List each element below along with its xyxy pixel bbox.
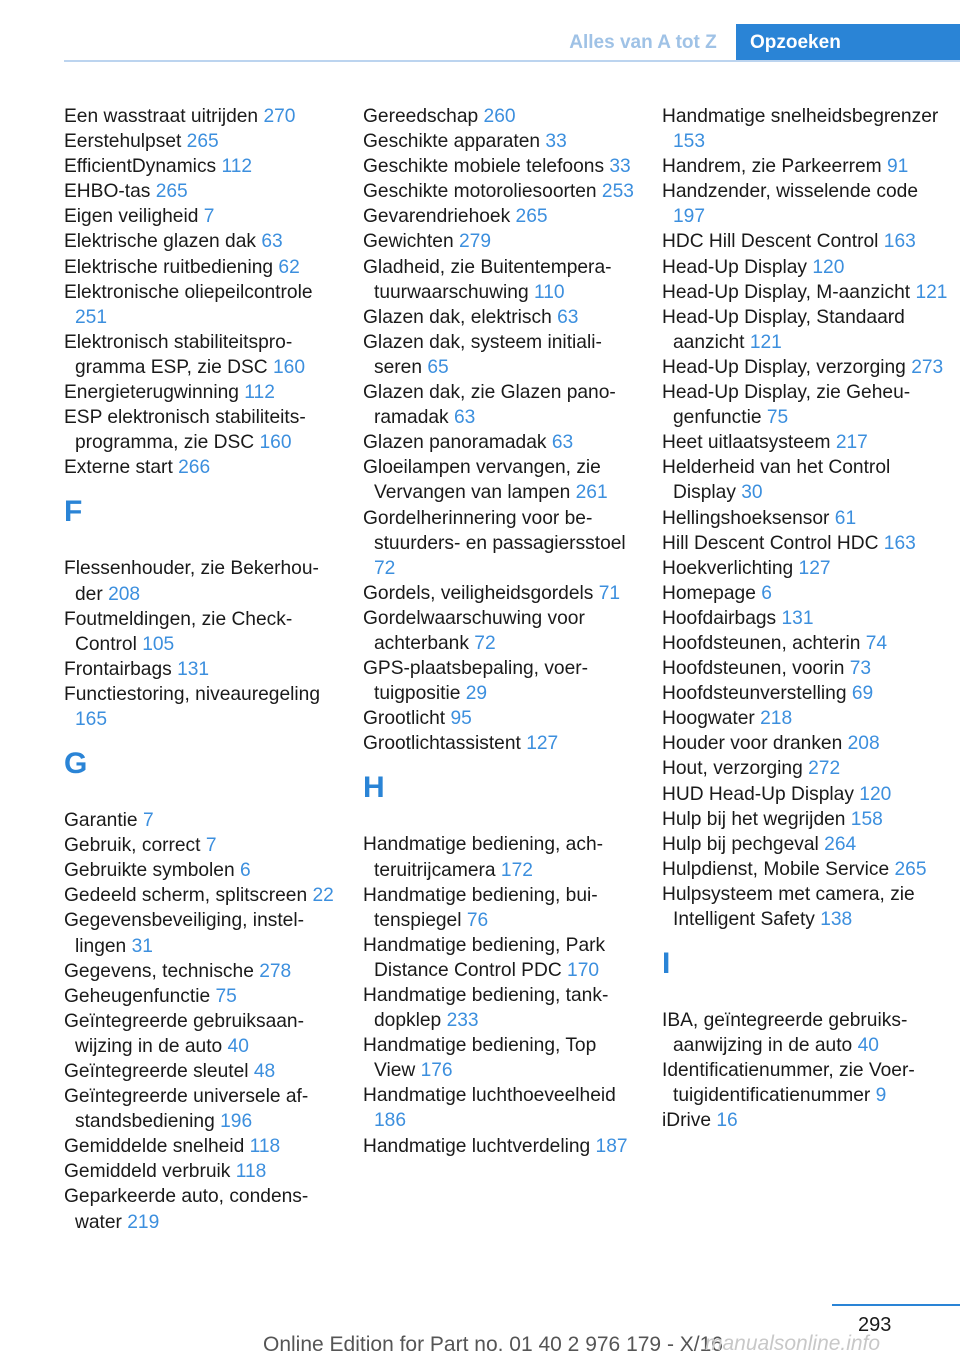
index-entry <box>64 959 336 984</box>
index-entry-text: Hellingshoeksensor <box>662 507 830 529</box>
index-entry <box>64 1184 336 1234</box>
page-link[interactable]: 121 <box>749 331 782 353</box>
index-entry <box>662 229 952 254</box>
index-entry-text: Geïntegreerde universele afstandsbediening <box>64 1086 309 1133</box>
index-entry <box>662 506 952 531</box>
index-entry-text: Elektronisch stabiliteitsprogramma ESP, zie DSC <box>64 331 293 378</box>
index-entry <box>363 1033 635 1083</box>
index-entry <box>363 455 635 505</box>
page-link[interactable]: 219 <box>127 1211 160 1233</box>
index-entry-text: Gladheid, zie Buitentemperatuurwaarschuwing <box>363 256 612 303</box>
index-entry <box>662 531 952 556</box>
page-link[interactable]: 153 <box>673 131 706 153</box>
index-entry <box>363 832 635 882</box>
index-entry <box>662 782 952 807</box>
index-entry <box>64 908 336 958</box>
page-link[interactable]: 197 <box>673 206 706 228</box>
index-entry <box>363 933 635 983</box>
page-link[interactable]: 158 <box>850 808 883 830</box>
index-entry <box>662 731 952 756</box>
index-entry-text: Gewichten <box>363 231 454 253</box>
index-entry-text: Hulp bij pechgeval <box>662 833 819 855</box>
index-entry-text: Glazen panoramadak <box>363 432 547 454</box>
index-entry <box>662 832 952 857</box>
index-entry-text: Hoogwater <box>662 708 755 730</box>
page-link[interactable]: 95 <box>450 708 472 730</box>
index-entry-text: Gordelwaarschuwing voor achterbank <box>363 607 585 654</box>
index-entry-text: Een wasstraat uitrijden <box>64 106 259 127</box>
index-entry-text: Hout, verzorging <box>662 758 803 780</box>
index-entry-text: Functiestoring, niveauregeling <box>64 683 320 705</box>
index-entry <box>662 606 952 631</box>
page-link[interactable]: 233 <box>446 1010 479 1032</box>
page-link[interactable]: 251 <box>75 306 108 328</box>
index-entry <box>363 330 635 380</box>
index-entry <box>64 657 336 682</box>
page-link[interactable]: 72 <box>474 632 496 654</box>
index-entry <box>64 883 336 908</box>
index-entry <box>662 1058 952 1108</box>
index-entry-text: Gordels, veiligheidsgordels <box>363 582 594 604</box>
index-entry-text: Identificatienummer, zie Voertuigidentificatienummer <box>662 1060 915 1107</box>
index-entry-text: Gordelherinnering voor bestuurders- en passagiersstoel <box>363 507 626 554</box>
index-entry <box>662 631 952 656</box>
page-link[interactable]: 62 <box>278 256 300 278</box>
index-entry-text: Eigen veiligheid <box>64 206 199 228</box>
index-entry <box>64 1159 336 1184</box>
index-entry <box>662 280 952 305</box>
index-entry-text: Handrem, zie Parkeerrem <box>662 156 882 178</box>
index-entry-text: Hill Descent Control HDC <box>662 532 879 554</box>
index-entry-text: EHBO-tas <box>64 181 151 203</box>
index-entry <box>64 229 336 254</box>
page-link[interactable]: 172 <box>500 859 533 881</box>
index-entry <box>662 355 952 380</box>
page-link[interactable]: 265 <box>186 131 219 153</box>
index-entry <box>662 255 952 280</box>
index-entry-text: Houder voor dranken <box>662 733 843 755</box>
page-link[interactable]: 138 <box>820 909 853 930</box>
page-link[interactable]: 261 <box>575 482 608 504</box>
index-entry <box>363 1083 635 1133</box>
page-link[interactable]: 69 <box>851 683 874 705</box>
index-entry-text: HUD Head-Up Display <box>662 783 854 805</box>
index-entry-text: IBA, geïntegreerde gebruiksaanwijzing in de auto <box>662 1010 908 1057</box>
page-link[interactable]: 112 <box>221 156 253 178</box>
index-entry-text: Handmatige luchtverdeling <box>363 1135 591 1157</box>
index-entry <box>64 607 336 657</box>
page-link[interactable]: 120 <box>859 783 892 805</box>
index-entry-text: Hulpdienst, Mobile Service <box>662 858 890 880</box>
page-link[interactable]: 40 <box>227 1035 249 1057</box>
page-link[interactable]: 75 <box>766 407 789 429</box>
index-entry <box>363 104 635 129</box>
index-entry-text: Gemiddelde snelheid <box>64 1136 245 1158</box>
page-link[interactable]: 279 <box>459 231 492 253</box>
index-entry-text: Gegevens, technische <box>64 960 254 982</box>
index-entry <box>64 380 336 405</box>
page-link[interactable]: 7 <box>203 206 215 228</box>
index-entry <box>363 154 635 179</box>
index-entry <box>662 756 952 781</box>
index-entry <box>64 808 336 833</box>
index-entry-text: Geheugenfunctie <box>64 985 211 1007</box>
page-link[interactable]: 208 <box>108 583 141 605</box>
index-column-3 <box>662 104 952 1134</box>
index-entry-text: Elektronische oliepeilcontrole <box>64 281 313 303</box>
index-entry <box>64 1084 336 1134</box>
index-entry-text: ESP elektronisch stabiliteitsprogramma, zie DSC <box>64 407 306 454</box>
index-entry-text: EfficientDynamics <box>64 156 217 178</box>
index-entry <box>363 255 635 305</box>
index-entry-text: Elektrische glazen dak <box>64 231 256 253</box>
section-letter: H <box>363 771 385 805</box>
page-link[interactable]: 16 <box>716 1110 738 1132</box>
index-entry <box>363 129 635 154</box>
index-entry <box>662 179 952 229</box>
page-link[interactable]: 7 <box>205 835 217 857</box>
index-entry-text: iDrive <box>662 1110 712 1132</box>
page-link[interactable]: 196 <box>220 1111 253 1133</box>
index-entry-text: Handmatige snelheidsbegrenzer <box>662 106 939 127</box>
page-link[interactable]: 265 <box>155 181 188 203</box>
index-entry <box>662 857 952 882</box>
index-entry <box>662 1008 952 1058</box>
page-link[interactable]: 260 <box>483 106 516 127</box>
index-entry <box>363 380 635 430</box>
index-column-2 <box>363 104 635 1159</box>
page-link[interactable]: 176 <box>420 1060 453 1082</box>
index-entry-text: Gedeeld scherm, splitscreen <box>64 885 308 907</box>
index-entry-text: Head-Up Display, zie Geheugenfunctie <box>662 382 911 429</box>
index-entry <box>64 1009 336 1059</box>
index-entry-text: Handzender, wisselende code <box>662 181 919 203</box>
page-link[interactable]: 63 <box>454 407 476 429</box>
index-column-1 <box>64 104 336 1235</box>
index-entry <box>363 305 635 330</box>
page-link[interactable]: 76 <box>466 909 489 931</box>
index-entry <box>363 706 635 731</box>
index-entry-text: Grootlichtassistent <box>363 733 521 755</box>
index-entry <box>363 731 635 756</box>
index-entry <box>363 179 635 204</box>
page-link[interactable]: 33 <box>545 131 567 153</box>
index-entry <box>64 154 336 179</box>
page-link[interactable]: 118 <box>235 1161 267 1183</box>
index-entry-text: HDC Hill Descent Control <box>662 231 879 253</box>
index-entry-text: Handmatige bediening, Top View <box>363 1035 597 1082</box>
index-entry <box>363 506 635 581</box>
index-entry <box>64 280 336 330</box>
index-entry <box>64 455 336 480</box>
index-entry-text: Foutmeldingen, zie Check-Control <box>64 608 293 655</box>
page-link[interactable]: 61 <box>834 507 857 529</box>
index-entry-text: Handmatige bediening, achteruitrijcamera <box>363 834 604 881</box>
index-entry-text: Glazen dak, zie Glazen panoramadak <box>363 382 616 429</box>
index-entry <box>64 204 336 229</box>
page-link[interactable]: 73 <box>849 658 872 680</box>
page-link[interactable]: 160 <box>273 356 306 378</box>
index-entry-text: Hulpsysteem met camera, zie Intelligent Safety <box>662 883 915 930</box>
page-link[interactable]: 112 <box>244 382 275 404</box>
page-link[interactable]: 265 <box>515 206 548 228</box>
section-letter: I <box>662 947 671 981</box>
page-link[interactable]: 266 <box>178 457 211 479</box>
index-entry <box>64 179 336 204</box>
index-entry-text: Gemiddeld verbruik <box>64 1161 231 1183</box>
index-entry <box>363 581 635 606</box>
page-link[interactable]: 131 <box>177 658 210 680</box>
index-entry <box>64 1059 336 1084</box>
index-entry <box>662 681 952 706</box>
index-entry-text: Hulp bij het wegrijden <box>662 808 846 830</box>
edition-footer: Online Edition for Part no. 01 40 2 976 179 - X/16 <box>263 1333 723 1356</box>
index-entry-text: Handmatige luchthoeveelheid <box>363 1085 616 1107</box>
index-entry <box>662 430 952 455</box>
page-number: 293 <box>858 1314 892 1336</box>
index-entry <box>662 807 952 832</box>
header-rule <box>64 60 960 62</box>
page-link[interactable]: 6 <box>761 582 772 604</box>
page-link[interactable]: 165 <box>75 708 108 730</box>
page-link[interactable]: 40 <box>857 1035 879 1057</box>
index-entry-text: Frontairbags <box>64 658 172 680</box>
index-entry <box>363 983 635 1033</box>
page-link[interactable]: 163 <box>883 532 916 554</box>
page-link[interactable]: 270 <box>263 106 296 127</box>
index-entry-text: Head-Up Display, verzorging <box>662 356 906 378</box>
index-entry <box>363 606 635 656</box>
index-entry <box>64 255 336 280</box>
page-link[interactable]: 7 <box>142 810 154 832</box>
page-link[interactable]: 127 <box>798 557 831 579</box>
page-link[interactable]: 30 <box>741 482 763 504</box>
index-entry-text: Gevarendriehoek <box>363 206 511 228</box>
index-entry-text: Hoofdairbags <box>662 607 777 629</box>
index-entry <box>64 1134 336 1159</box>
index-entry-text: Geïntegreerde gebruiksaanwijzing in de auto <box>64 1010 304 1057</box>
footer-rule <box>832 1304 960 1306</box>
page-link[interactable]: 208 <box>847 733 880 755</box>
index-entry-text: Elektrische ruitbediening <box>64 256 274 278</box>
index-entry-text: Gloeilampen vervangen, zie Vervangen van lampen <box>363 457 601 504</box>
index-entry <box>363 204 635 229</box>
index-entry-text: Helderheid van het Control Display <box>662 457 891 504</box>
page-link[interactable]: 33 <box>609 156 631 178</box>
page-link[interactable]: 272 <box>808 758 841 780</box>
index-entry <box>662 380 952 430</box>
index-entry <box>64 682 336 732</box>
index-entry-text: Gereedschap <box>363 106 479 127</box>
page-link[interactable]: 170 <box>567 959 600 981</box>
page-link[interactable]: 9 <box>875 1085 887 1107</box>
index-entry <box>363 656 635 706</box>
page-link[interactable]: 131 <box>781 607 814 629</box>
page-link[interactable]: 160 <box>259 432 292 454</box>
page-link[interactable]: 48 <box>253 1061 276 1082</box>
index-entry-text: Geschikte mobiele telefoons <box>363 156 605 178</box>
index-entry <box>64 104 336 129</box>
tab-opzoeken[interactable]: Opzoeken <box>736 24 960 62</box>
page-link[interactable]: 65 <box>427 356 449 378</box>
index-entry-text: Gegevensbeveiliging, instellingen <box>64 910 304 957</box>
index-entry <box>363 430 635 455</box>
index-entry-text: Handmatige bediening, Park Distance Control PDC <box>363 934 606 981</box>
section-letter: G <box>64 747 88 781</box>
index-entry-text: Hoofdsteunen, voorin <box>662 658 845 680</box>
tab-alles-van-a-tot-z[interactable]: Alles van A tot Z <box>569 32 717 53</box>
page-link[interactable]: 22 <box>312 885 334 907</box>
index-entry <box>64 984 336 1009</box>
page-link[interactable]: 264 <box>824 833 857 855</box>
index-entry-text: Geparkeerde auto, condenswater <box>64 1186 309 1233</box>
index-entry <box>64 858 336 883</box>
page-link[interactable]: 63 <box>261 231 283 253</box>
page-link[interactable]: 29 <box>465 683 488 705</box>
index-entry <box>64 556 336 606</box>
index-entry <box>662 581 952 606</box>
page-link[interactable]: 118 <box>249 1136 281 1158</box>
page-link[interactable]: 163 <box>883 231 916 253</box>
index-entry-text: Hoofdsteunverstelling <box>662 683 847 705</box>
index-entry-text: Gebruik, correct <box>64 835 201 857</box>
page-link[interactable]: 186 <box>374 1110 407 1132</box>
index-entry <box>662 882 952 932</box>
watermark: manualsonline.info <box>705 1332 881 1355</box>
page-link[interactable]: 6 <box>239 860 251 882</box>
index-entry <box>64 330 336 380</box>
page-link[interactable]: 75 <box>215 985 237 1007</box>
page-link[interactable]: 218 <box>760 708 793 730</box>
index-entry-text: Head-Up Display, Standaard aanzicht <box>662 306 905 353</box>
page-link[interactable]: 217 <box>835 432 868 454</box>
index-entry-text: Glazen dak, systeem initialiseren <box>363 331 602 378</box>
page-link[interactable]: 63 <box>551 432 574 454</box>
page-link[interactable]: 71 <box>598 582 621 604</box>
page-link[interactable]: 121 <box>915 281 948 303</box>
page-link[interactable]: 278 <box>259 960 292 982</box>
index-entry-text: Geïntegreerde sleutel <box>64 1061 249 1082</box>
index-entry-text: Gebruikte symbolen <box>64 860 235 882</box>
page-link[interactable]: 127 <box>526 733 559 755</box>
index-entry <box>64 129 336 154</box>
index-entry-text: Homepage <box>662 582 756 604</box>
index-entry <box>363 229 635 254</box>
page-link[interactable]: 273 <box>911 356 944 378</box>
index-entry <box>662 1108 952 1133</box>
index-entry <box>662 104 952 154</box>
page-link[interactable]: 120 <box>812 256 845 278</box>
index-entry <box>363 883 635 933</box>
header-bar <box>0 0 960 62</box>
index-entry-text: Head-Up Display, M-aanzicht <box>662 281 911 303</box>
page-link[interactable]: 105 <box>142 633 175 655</box>
index-entry-text: Flessenhouder, zie Bekerhouder <box>64 558 319 605</box>
page-link[interactable]: 265 <box>894 858 927 880</box>
index-entry <box>662 305 952 355</box>
page-link[interactable]: 31 <box>131 935 153 957</box>
page-link[interactable]: 72 <box>374 557 396 579</box>
index-entry-text: Geschikte apparaten <box>363 131 541 153</box>
index-entry <box>64 833 336 858</box>
index-entry-text: Externe start <box>64 457 173 479</box>
index-entry-text: GPS-plaatsbepaling, voertuigpositie <box>363 658 589 705</box>
index-entry <box>662 556 952 581</box>
index-entry <box>363 1134 635 1159</box>
page-link[interactable]: 110 <box>534 281 565 303</box>
index-entry-text: Eerstehulpset <box>64 131 182 153</box>
page-link[interactable]: 253 <box>601 181 634 203</box>
index-entry-text: Handmatige bediening, buitenspiegel <box>363 884 598 931</box>
page-link[interactable]: 91 <box>887 156 909 178</box>
index-entry <box>662 706 952 731</box>
page-link[interactable]: 187 <box>595 1135 628 1157</box>
section-letter: F <box>64 495 83 529</box>
index-entry <box>662 656 952 681</box>
index-entry-text: Garantie <box>64 810 138 832</box>
index-entry-text: Hoekverlichting <box>662 557 794 579</box>
page-link[interactable]: 74 <box>865 632 888 654</box>
index-entry-text: Energieterugwinning <box>64 382 239 404</box>
page-link[interactable]: 63 <box>557 306 579 328</box>
index-entry <box>662 154 952 179</box>
index-entry-text: Hoofdsteunen, achterin <box>662 632 861 654</box>
index-entry-text: Geschikte motoroliesoorten <box>363 181 597 203</box>
index-entry <box>64 405 336 455</box>
index-entry-text: Handmatige bediening, tankdopklep <box>363 985 609 1032</box>
index-entry-text: Glazen dak, elektrisch <box>363 306 552 328</box>
index-entry-text: Grootlicht <box>363 708 446 730</box>
index-entry <box>662 455 952 505</box>
index-entry-text: Heet uitlaatsysteem <box>662 432 831 454</box>
index-entry-text: Head-Up Display <box>662 256 808 278</box>
